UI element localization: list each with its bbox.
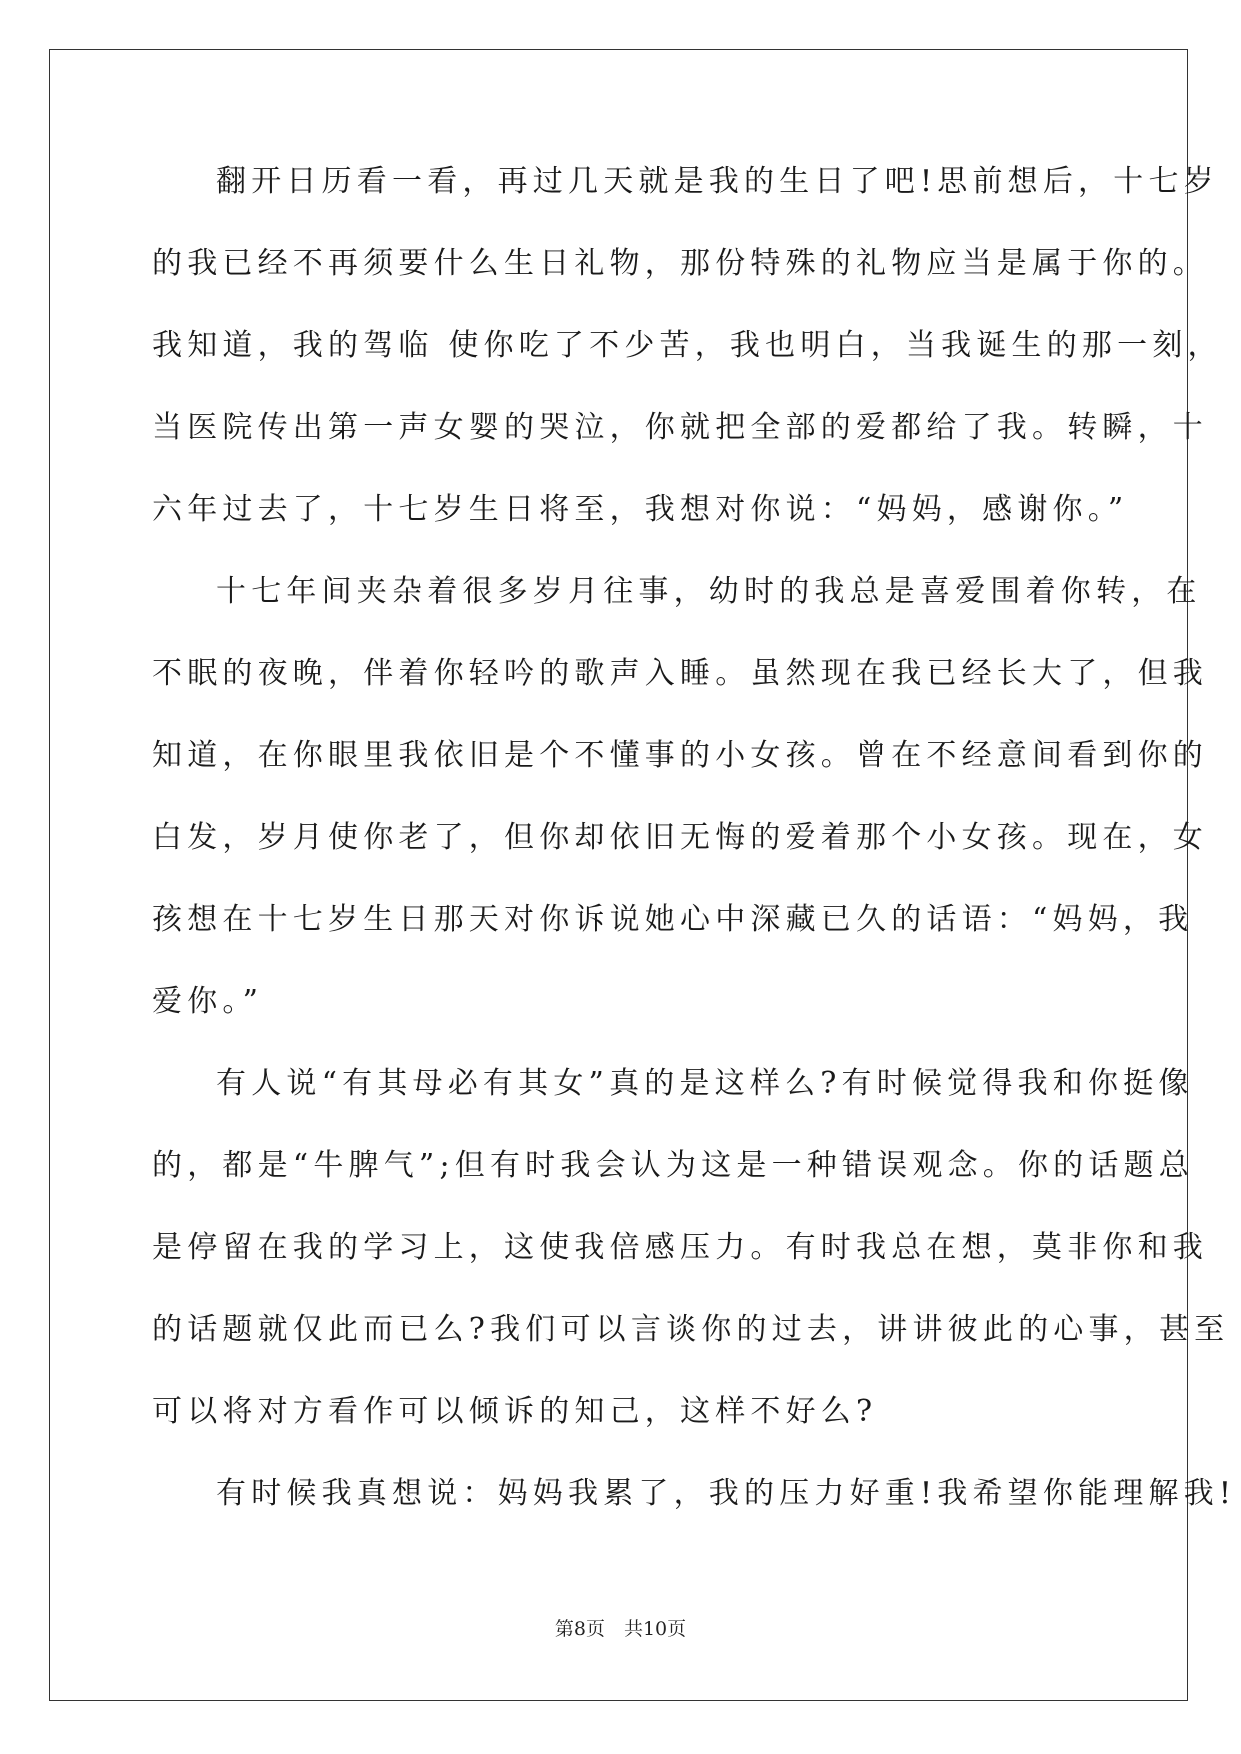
text-line: 的，都是“牛脾气”;但有时我会认为这是一种错误观念。你的话题总 <box>152 1148 1194 1183</box>
text-line: 我知道，我的驾临 使你吃了不少苦，我也明白，当我诞生的那一刻， <box>152 328 1223 363</box>
text-line: 白发，岁月使你老了，但你却依旧无悔的爱着那个小女孩。现在，女 <box>152 820 1208 855</box>
text-line: 不眠的夜晚，伴着你轻吟的歌声入睡。虽然现在我已经长大了，但我 <box>152 656 1208 691</box>
text-line: 孩想在十七岁生日那天对你诉说她心中深藏已久的话语：“妈妈，我 <box>152 902 1194 937</box>
text-line: 翻开日历看一看，再过几天就是我的生日了吧!思前想后，十七岁 <box>216 164 1219 199</box>
page-number-footer: 第8页 共10页 <box>554 1618 687 1640</box>
text-line: 当医院传出第一声女婴的哭泣，你就把全部的爱都给了我。转瞬，十 <box>152 410 1208 445</box>
text-line: 有时候我真想说：妈妈我累了，我的压力好重!我希望你能理解我! <box>216 1476 1237 1511</box>
text-line: 可以将对方看作可以倾诉的知己，这样不好么? <box>152 1394 878 1429</box>
text-line: 的我已经不再须要什么生日礼物，那份特殊的礼物应当是属于你的。 <box>152 246 1208 281</box>
text-line: 是停留在我的学习上，这使我倍感压力。有时我总在想，莫非你和我 <box>152 1230 1208 1265</box>
text-line: 十七年间夹杂着很多岁月往事，幼时的我总是喜爱围着你转，在 <box>216 574 1202 609</box>
text-line: 的话题就仅此而已么?我们可以言谈你的过去，讲讲彼此的心事，甚至 <box>152 1312 1230 1347</box>
text-line: 六年过去了，十七岁生日将至，我想对你说：“妈妈，感谢你。” <box>152 492 1129 527</box>
text-line: 知道，在你眼里我依旧是个不懂事的小女孩。曾在不经意间看到你的 <box>152 738 1208 773</box>
text-line: 有人说“有其母必有其女”真的是这样么?有时候觉得我和你挺像 <box>216 1066 1194 1101</box>
text-line: 爱你。” <box>152 984 264 1019</box>
document-body <box>152 160 1237 1554</box>
